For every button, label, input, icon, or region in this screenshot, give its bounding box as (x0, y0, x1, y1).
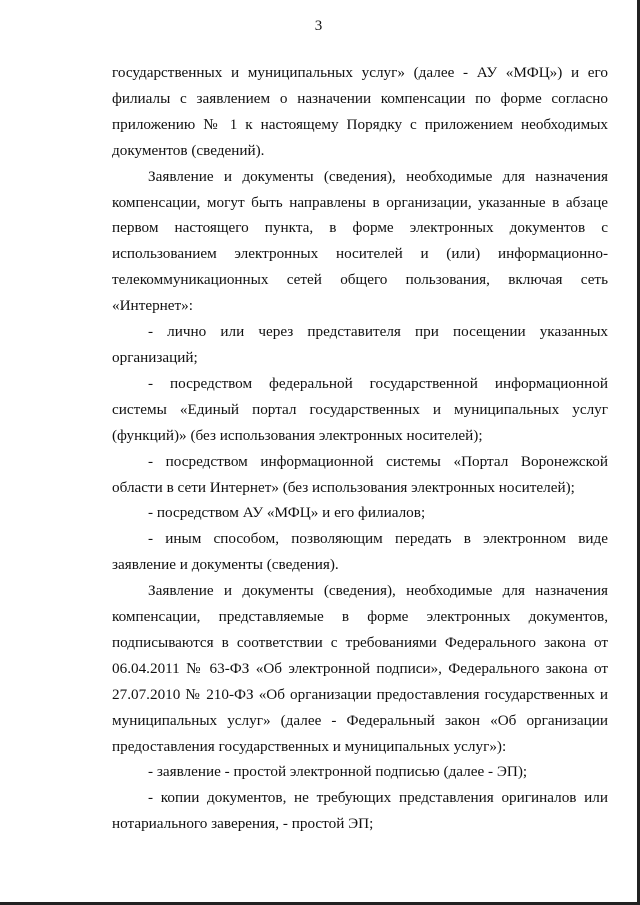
list-item-federal-portal: - посредством федеральной государственной информационной системы «Единый портал государственных и муниципальных услуг (функций)» (без использования электронных носителей); (112, 374, 608, 444)
list-item-application-signature: - заявление - простой электронной подписью (далее - ЭП); (148, 763, 528, 781)
list-item-in-person: - лично или через представителя при посещении указанных организаций; (112, 323, 608, 366)
paragraph-submission-methods: Заявление и документы (сведения), необходимые для назначения компенсации, могут быть направлены в организации, указанные в абзаце первом настоящего пункта, в форме электронных документов с использованием электронных носителей и (или) информационно-телекоммуникационных сетей общего пользования, включая сеть «Интернет»: (112, 167, 608, 315)
list-item-other-method: - иным способом, позволяющим передать в электронном виде заявление и документы (сведения). (112, 530, 608, 574)
list-item-copies-signature: - копии документов, не требующих представления оригиналов или нотариального заверения, - простой ЭП; (112, 789, 608, 833)
paragraph-signature-requirements: Заявление и документы (сведения), необходимые для назначения компенсации, представляемые в форме электронных документов, подписываются в соответствии с требованиями Федерального закона от 06.04.2011 № 63-ФЗ «Об электронной подписи», Федерального закона от 27.07.2010 № 210-ФЗ «Об организации предоставления государственных и муниципальных услуг» (далее - Федеральный закон «Об организации предоставления государственных и муниципальных услуг»): (112, 582, 608, 755)
document-body (112, 60, 608, 837)
page-number: 3 (314, 18, 323, 34)
list-item-mfc: - посредством АУ «МФЦ» и его филиалов; (148, 504, 426, 522)
paragraph-continuation: государственных и муниципальных услуг» (далее - АУ «МФЦ») и его филиалы с заявлением о назначении компенсации по форме согласно приложению № 1 к настоящему Порядку с приложением необходимых документов (сведений). (112, 64, 608, 159)
list-item-regional-portal: - посредством информационной системы «Портал Воронежской области в сети Интернет» (без использования электронных носителей); (112, 452, 608, 496)
